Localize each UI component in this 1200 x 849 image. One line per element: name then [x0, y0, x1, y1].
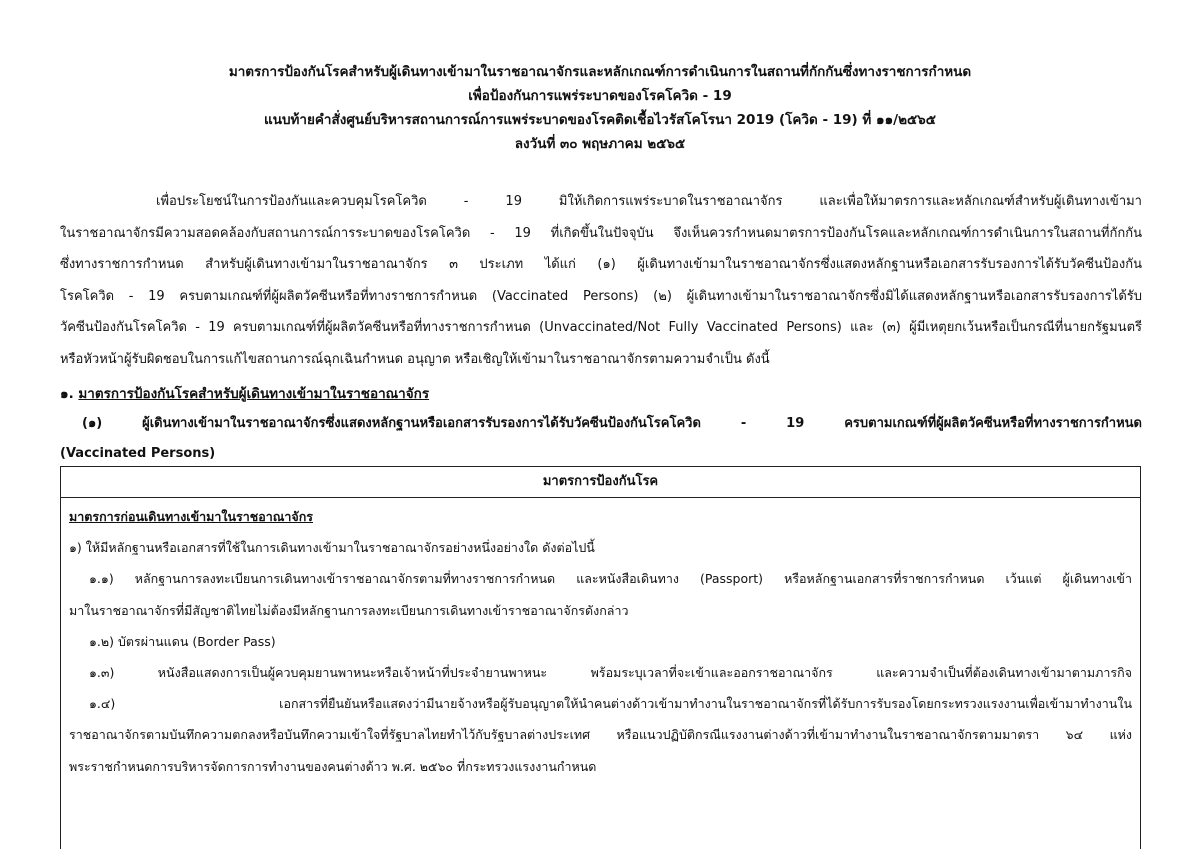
intro-paragraph	[60, 186, 1142, 375]
intro-line: หรือหัวหน้าผู้รับผิดชอบในการแก้ไขสถานการณ์ฉุกเฉินกำหนด อนุญาต หรือเชิญให้เข้ามาในราชอาณาจักรตามความจำเป็น ดังนี้	[60, 351, 770, 367]
subsection-heading	[60, 409, 1142, 469]
header-date: ลงวันที่ ๓๐ พฤษภาคม ๒๕๖๕	[514, 136, 686, 152]
list-item: ๑.๒) บัตรผ่านแดน (Border Pass)	[89, 633, 276, 649]
section-heading	[60, 379, 429, 409]
list-item: ๑.๓) หนังสือแสดงการเป็นผู้ควบคุมยานพาหนะหรือเจ้าหน้าที่ประจำยานพาหนะ พร้อมระบุเวลาที่จะเข้าและออกราชอาณาจักร และความจำเป็นที่ต้องเดินทางเข้ามาตามภารกิจ	[89, 665, 1132, 681]
header-title-line: มาตรการป้องกันโรคสำหรับผู้เดินทางเข้ามาในราชอาณาจักรและหลักเกณฑ์การดำเนินการในสถานที่กักกันซึ่งทางราชการกำหนด	[228, 64, 972, 80]
list-item-continuation: พระราชกำหนดการบริหารจัดการการทำงานของคนต่างด้าว พ.ศ. ๒๕๖๐ ที่กระทรวงแรงงานกำหนด	[69, 758, 597, 774]
list-item-continuation: มาในราชอาณาจักรที่มีสัญชาติไทยไม่ต้องมีหลักฐานการลงทะเบียนการเดินทางเข้าราชอาณาจักรดังกล่าว	[69, 602, 629, 618]
intro-line: วัคซีนป้องกันโรคโควิด - 19 ครบตามเกณฑ์ที่ผู้ผลิตวัคซีนหรือที่ทางราชการกำหนด (Unvaccinated/Not Fully Vaccinated Persons) และ (๓) ผู้มีเหตุยกเว้นหรือเป็นกรณีที่นายกรัฐมนตรี	[60, 320, 1142, 335]
table-cell-heading: มาตรการก่อนเดินทางเข้ามาในราชอาณาจักร	[69, 509, 314, 524]
intro-line: ในราชอาณาจักรมีความสอดคล้องกับสถานการณ์การระบาดของโรคโควิด - 19 ที่เกิดขึ้นในปัจจุบัน จึงเห็นควรกำหนดมาตรการป้องกันโรคและหลักเกณฑ์การดำเนินการในสถานที่กักกัน	[60, 225, 1142, 241]
header-subtitle-line: เพื่อป้องกันการแพร่ระบาดของโรคโควิด - 19	[468, 88, 732, 104]
list-item: ๑.๑) หลักฐานการลงทะเบียนการเดินทางเข้าราชอาณาจักรตามที่ทางราชการกำหนด และหนังสือเดินทาง (Passport) หรือหลักฐานเอกสารที่ราชการกำหนด เว้นแต่ ผู้เดินทางเข้า	[89, 571, 1132, 587]
subsection-title-tail: (Vaccinated Persons)	[60, 446, 216, 461]
subsection-title-line: (๑) ผู้เดินทางเข้ามาในราชอาณาจักรซึ่งแสดงหลักฐานหรือเอกสารรับรองการได้รับวัคซีนป้องกันโรคโควิด - 19 ครบตามเกณฑ์ที่ผู้ผลิตวัคซีนหรือที่ทางราชการกำหนด	[82, 416, 1142, 431]
list-item: ๑) ให้มีหลักฐานหรือเอกสารที่ใช้ในการเดินทางเข้ามาในราชอาณาจักรอย่างหนึ่งอย่างใด ดังต่อไปนี้	[69, 540, 595, 556]
table-header: มาตรการป้องกันโรค	[61, 467, 1140, 498]
intro-line: เพื่อประโยชน์ในการป้องกันและควบคุมโรคโควิด - 19 มิให้เกิดการแพร่ระบาดในราชอาณาจักร และเพื่อให้มาตรการและหลักเกณฑ์สำหรับผู้เดินทางเข้ามา	[156, 194, 1142, 209]
intro-line: ซึ่งทางราชการกำหนด สำหรับผู้เดินทางเข้ามาในราชอาณาจักร ๓ ประเภท ได้แก่ (๑) ผู้เดินทางเข้ามาในราชอาณาจักรซึ่งแสดงหลักฐานหรือเอกสารรับรองการได้รับวัคซีนป้องกัน	[60, 257, 1142, 272]
measures-table	[60, 466, 1141, 849]
section-number: ๑.	[60, 386, 74, 402]
table-cell	[69, 501, 1132, 782]
section-title: มาตรการป้องกันโรคสำหรับผู้เดินทางเข้ามาในราชอาณาจักร	[78, 386, 430, 402]
list-item-continuation: ราชอาณาจักรตามบันทึกความตกลงหรือบันทึกความเข้าใจที่รัฐบาลไทยทำไว้กับรัฐบาลต่างประเทศ หรือแนวปฏิบัติกรณีแรงงานต่างด้าวที่เข้ามาทำงานในราชอาณาจักรตามมาตรา ๖๔ แห่ง	[69, 727, 1132, 743]
intro-line: โรคโควิด - 19 ครบตามเกณฑ์ที่ผู้ผลิตวัคซีนหรือที่ทางราชการกำหนด (Vaccinated Persons) (๒) ผู้เดินทางเข้ามาในราชอาณาจักรซึ่งมิได้แสดงหลักฐานหรือเอกสารรับรองการได้รับ	[60, 288, 1142, 304]
list-item: ๑.๔) เอกสารที่ยืนยันหรือแสดงว่ามีนายจ้างหรือผู้รับอนุญาตให้นำคนต่างด้าวเข้ามาทำงานในราชอาณาจักรที่ได้รับการรับรองโดยกระทรวงแรงงานเพื่อเข้ามาทำงานใน	[89, 696, 1132, 712]
header-order-reference: แนบท้ายคำสั่งศูนย์บริหารสถานการณ์การแพร่ระบาดของโรคติดเชื้อไวรัสโคโรนา 2019 (โควิด - 19) ที่ ๑๑/๒๕๖๕	[264, 112, 936, 128]
document-header	[0, 60, 1200, 156]
